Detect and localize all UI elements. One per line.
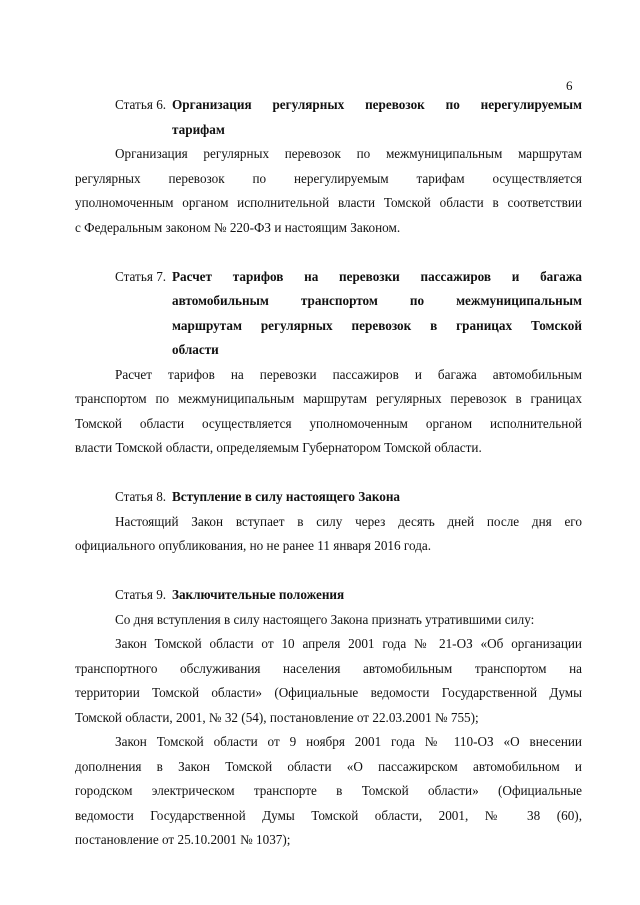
article-9-item1-line: Томской области, 2001, № 32 (54), постановление от 22.03.2001 № 755); <box>75 709 479 725</box>
article-6-text-line: с Федеральным законом № 220-ФЗ и настоящим Законом. <box>75 219 401 235</box>
article-7-title-line: Расчет тарифов на перевозки пассажиров и багажа <box>172 268 582 284</box>
article-7-text-line: власти Томской области, определяемым Губернатором Томской области. <box>75 440 482 455</box>
article-6-text-line: Организация регулярных перевозок по межмуниципальным маршрутам <box>115 146 582 161</box>
article-7-heading <box>75 265 582 290</box>
article-9-item2-line: постановление от 25.10.2001 № 1037); <box>75 832 291 847</box>
article-6-number: Статья 6. <box>115 97 167 112</box>
article-9-intro: Со дня вступления в силу настоящего Закона признать утратившими силу: <box>115 611 535 627</box>
article-8-number: Статья 8. <box>115 489 167 504</box>
article-7-title-line: маршрутам регулярных перевозок в границах Томской <box>172 317 582 333</box>
article-8-text-line: официального опубликования, но не ранее 11 января 2016 года. <box>75 538 432 553</box>
article-9-item1-line: транспортного обслуживания населения автомобильным транспортом на <box>75 660 582 676</box>
article-7-title-line: области <box>172 342 219 357</box>
article-6-title-line: Организация регулярных перевозок по нерегулируемым <box>172 97 582 112</box>
article-6-title-line: тарифам <box>172 121 225 137</box>
article-9-item2-line: Закон Томской области от 9 ноября 2001 года № 110-ОЗ «О внесении <box>115 734 582 749</box>
article-8-text-line: Настоящий Закон вступает в силу через десять дней после дня его <box>115 513 582 529</box>
article-6-text-line: уполномоченным органом исполнительной власти Томской области в соответствии <box>75 195 582 210</box>
article-7-number: Статья 7. <box>115 268 167 284</box>
article-6-heading <box>75 93 582 118</box>
article-9-title: Заключительные положения <box>172 587 345 602</box>
article-7-text-line: транспортом по межмуниципальным маршрутам регулярных перевозок в границах <box>75 391 582 406</box>
document-body <box>75 93 582 853</box>
article-7-title-line: автомобильным транспортом по межмуниципальным <box>172 293 582 308</box>
article-9-item1-line: Закон Томской области от 10 апреля 2001 года № 21-ОЗ «Об организации <box>115 636 582 651</box>
article-9-number: Статья 9. <box>115 587 167 602</box>
article-8-heading <box>75 485 582 510</box>
article-9-item2-line: ведомости Государственной Думы Томской области, 2001, № 38 (60), <box>75 807 582 823</box>
article-7-text-line: Расчет тарифов на перевозки пассажиров и багажа автомобильным <box>115 366 582 382</box>
article-9-heading <box>75 583 582 608</box>
article-9-item2-line: дополнения в Закон Томской области «О пассажирском автомобильном и <box>75 758 582 774</box>
article-6-text-line: регулярных перевозок по нерегулируемым тарифам осуществляется <box>75 170 582 186</box>
page-number: 6 <box>566 78 573 93</box>
article-9-item1-line: территории Томской области» (Официальные ведомости Государственной Думы <box>75 685 582 700</box>
article-9-item2-line: городском электрическом транспорте в Томской области» (Официальные <box>75 783 582 798</box>
article-8-title: Вступление в силу настоящего Закона <box>172 489 401 504</box>
article-7-text-line: Томской области осуществляется уполномоченным органом исполнительной <box>75 415 582 431</box>
